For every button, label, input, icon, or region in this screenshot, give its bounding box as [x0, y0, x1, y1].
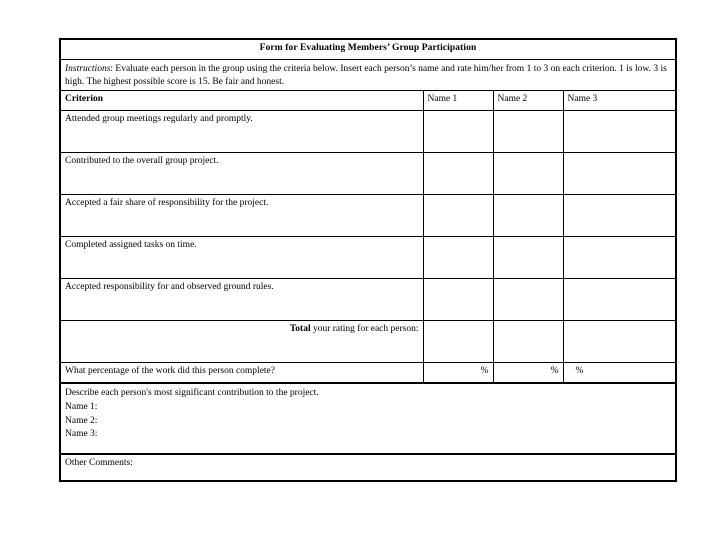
instructions-cell	[60, 60, 676, 91]
total-input-name-1[interactable]	[423, 321, 493, 363]
describe-contribution-row	[60, 383, 676, 454]
criterion-row	[60, 153, 676, 195]
total-label-bold: Total	[289, 324, 311, 335]
column-header-criterion: Criterion	[60, 91, 423, 111]
criterion-row	[60, 279, 676, 321]
rating-input-criterion-3-name-1[interactable]	[423, 195, 493, 237]
criterion-label-5: Accepted responsibility for and observed ground rules.	[60, 279, 423, 321]
form-title-row	[60, 39, 676, 60]
total-input-name-2[interactable]	[493, 321, 563, 363]
rating-input-criterion-5-name-3[interactable]	[563, 279, 676, 321]
percentage-input-name-1[interactable]: %	[423, 363, 493, 384]
total-row-label	[60, 321, 423, 363]
rating-input-criterion-2-name-3[interactable]	[563, 153, 676, 195]
rating-input-criterion-4-name-2[interactable]	[493, 237, 563, 279]
rating-input-criterion-2-name-2[interactable]	[493, 153, 563, 195]
form-title: Form for Evaluating Members’ Group Participation	[60, 39, 676, 60]
criterion-label-3: Accepted a fair share of responsibility for the project.	[60, 195, 423, 237]
describe-line-name-3[interactable]: Name 3:	[65, 429, 98, 440]
total-row	[60, 321, 676, 363]
percentage-row-label: What percentage of the work did this person complete?	[60, 363, 423, 384]
percentage-input-name-3[interactable]: %	[563, 363, 676, 384]
describe-contribution-cell[interactable]	[60, 383, 676, 454]
criterion-row	[60, 237, 676, 279]
rating-input-criterion-3-name-2[interactable]	[493, 195, 563, 237]
rating-input-criterion-3-name-3[interactable]	[563, 195, 676, 237]
instructions-text: : Evaluate each person in the group using the criteria below. Insert each person’s name and rate him/her from 1 to 3 on each criterion. 1 is low. 3 is high. The highest possible score is 15. Be fair and honest.	[65, 64, 667, 87]
criterion-label-4: Completed assigned tasks on time.	[60, 237, 423, 279]
rating-input-criterion-4-name-1[interactable]	[423, 237, 493, 279]
criterion-label-1: Attended group meetings regularly and promptly.	[60, 111, 423, 153]
describe-line-name-2[interactable]: Name 2:	[65, 415, 98, 426]
column-header-name-2: Name 2	[493, 91, 563, 111]
rating-input-criterion-1-name-2[interactable]	[493, 111, 563, 153]
rating-input-criterion-4-name-3[interactable]	[563, 237, 676, 279]
rating-input-criterion-2-name-1[interactable]	[423, 153, 493, 195]
rating-input-criterion-5-name-2[interactable]	[493, 279, 563, 321]
total-label-rest: your rating for each person:	[310, 324, 419, 335]
group-participation-evaluation-form	[59, 38, 677, 482]
describe-line-name-1[interactable]: Name 1:	[65, 401, 98, 412]
instructions-label: Instructions	[65, 64, 111, 74]
percentage-row	[60, 363, 676, 384]
rating-input-criterion-1-name-1[interactable]	[423, 111, 493, 153]
column-header-name-3: Name 3	[563, 91, 676, 111]
instructions-row	[60, 60, 676, 91]
other-comments-row	[60, 454, 676, 481]
column-header-name-1: Name 1	[423, 91, 493, 111]
rating-input-criterion-1-name-3[interactable]	[563, 111, 676, 153]
criterion-label-2: Contributed to the overall group project.	[60, 153, 423, 195]
table-header-row	[60, 91, 676, 111]
other-comments-cell[interactable]: Other Comments:	[60, 454, 676, 481]
rating-input-criterion-5-name-1[interactable]	[423, 279, 493, 321]
criterion-row	[60, 195, 676, 237]
criterion-row	[60, 111, 676, 153]
percentage-input-name-2[interactable]: %	[493, 363, 563, 384]
describe-prompt: Describe each person's most significant contribution to the project.	[65, 388, 319, 399]
total-input-name-3[interactable]	[563, 321, 676, 363]
